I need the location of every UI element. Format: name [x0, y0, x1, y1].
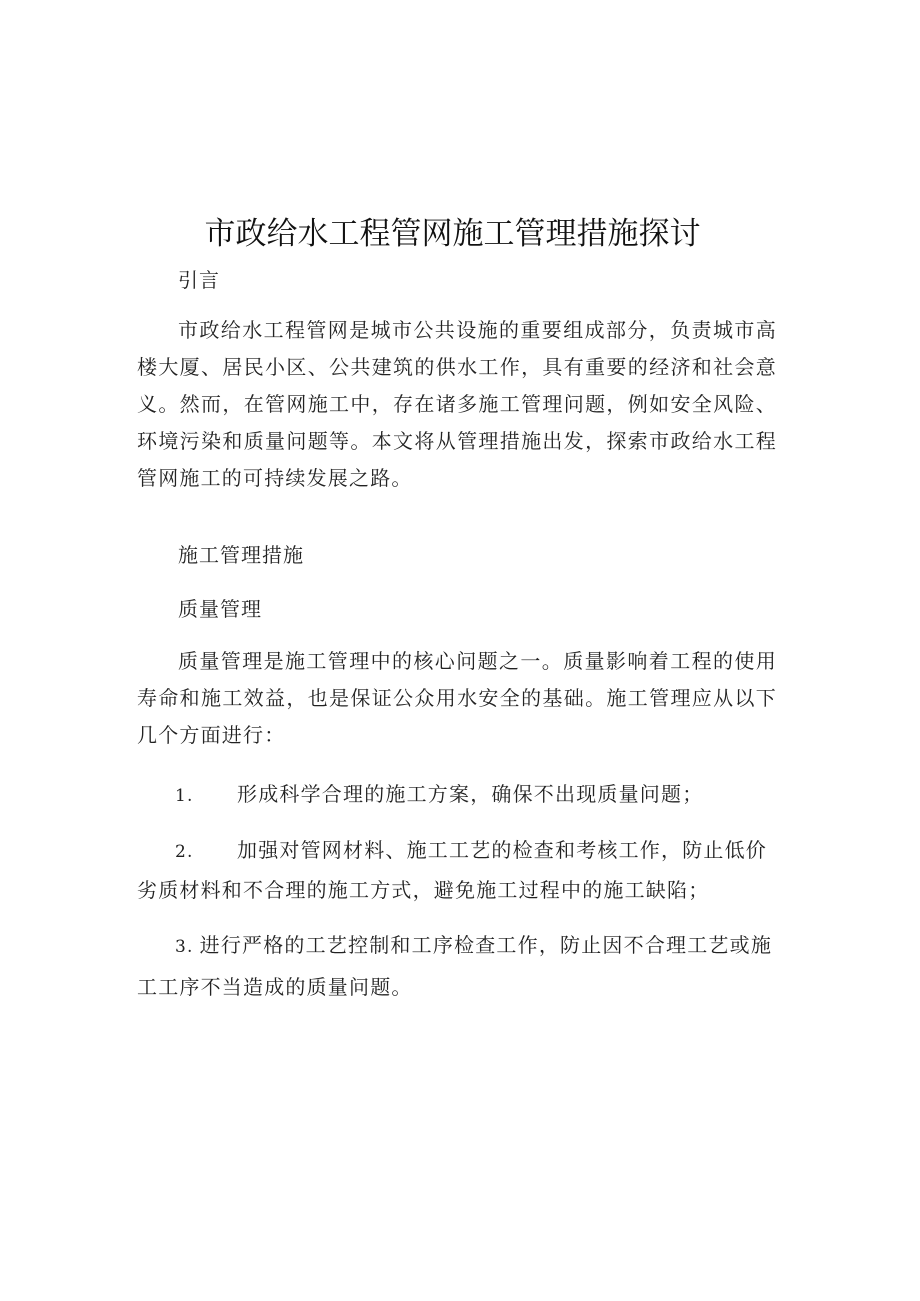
list-text-line1: 加强对管网材料、施工工艺的检查和考核工作，防止低价: [237, 838, 767, 862]
subsection-heading: 质量管理: [178, 597, 262, 621]
list-text: 形成科学合理的施工方案，确保不出现质量问题；: [237, 782, 704, 806]
list-number: 3.: [175, 937, 194, 957]
quality-paragraph: 质量管理是施工管理中的核心问题之一。质量影响着工程的使用寿命和施工效益，也是保证公众用水安全的基础。施工管理应从以下几个方面进行：: [137, 649, 777, 747]
intro-paragraph: 市政给水工程管网是城市公共设施的重要组成部分，负责城市高楼大厦、居民小区、公共建筑的供水工作，具有重要的经济和社会意义。然而，在管网施工中，存在诸多施工管理问题，例如安全风险、环境污染和质量问题等。本文将从管理措施出发，探索市政给水工程管网施工的可持续发展之路。: [137, 318, 777, 490]
document-title: 市政给水工程管网施工管理措施探讨: [204, 216, 701, 252]
intro-heading: 引言: [178, 268, 220, 292]
list-item-1: [137, 772, 777, 818]
list-number: 1.: [175, 786, 194, 806]
list-item-2: [137, 828, 777, 912]
list-text-line2: 劣质材料和不合理的施工方式，避免施工过程中的施工缺陷；: [137, 878, 710, 902]
list-item-3: [137, 925, 777, 1007]
list-number: 2.: [175, 842, 194, 862]
list-text: 进行严格的工艺控制和工序检查工作，防止因不合理工艺或施工工序不当造成的质量问题。: [137, 933, 773, 999]
section-heading: 施工管理措施: [178, 543, 304, 567]
